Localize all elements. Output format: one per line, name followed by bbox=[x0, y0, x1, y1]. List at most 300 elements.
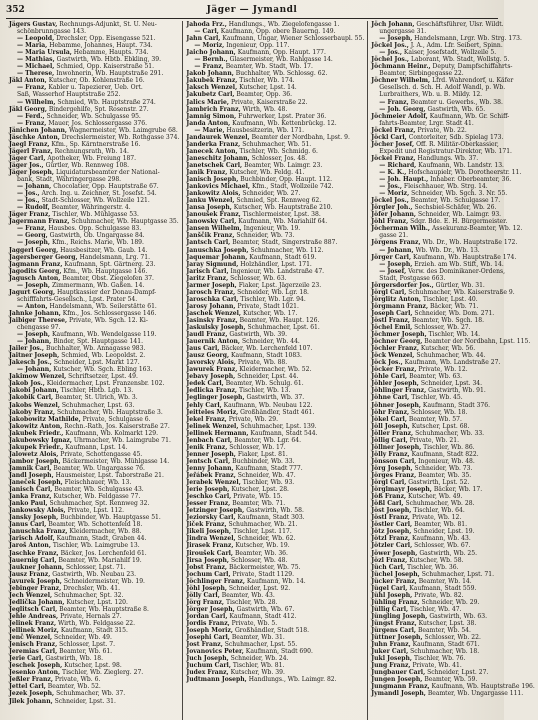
entry-name: Jenisch Franz, bbox=[9, 641, 58, 649]
entry-details: Kutscher, Lpst. 28. bbox=[229, 486, 289, 494]
entry-details: Tischler, Wb. 64. bbox=[411, 507, 465, 515]
entry-details: Wagnermeister, Wb. Laimgrube 68. bbox=[67, 126, 178, 134]
entry-name: Jagusch Anton, bbox=[9, 274, 61, 282]
entry-name: — Johann, bbox=[379, 246, 414, 254]
entry-details: Kutscher, Lpst. 120. bbox=[64, 598, 128, 606]
entry-name: Janeček Joseph, bbox=[9, 479, 63, 487]
directory-entry bbox=[371, 268, 535, 275]
directory-entry bbox=[186, 247, 364, 254]
entry-details: Fiaker, Lpst. 81. bbox=[235, 450, 288, 458]
entry-name: Juchum Carl, bbox=[186, 662, 231, 670]
entry-name: Jücker Franz, bbox=[371, 577, 417, 585]
entry-details: Buchbinder, Wb. 33. bbox=[230, 457, 295, 465]
entry-details: Drechsler, Wb. 41. bbox=[61, 584, 120, 592]
entry-name: — Maria, bbox=[17, 42, 48, 50]
entry-name: Janko Paul, bbox=[9, 500, 48, 508]
entry-details: Gastwirth, Wb. 39. bbox=[227, 331, 288, 339]
entry-name: Josephi Carl, bbox=[186, 634, 230, 642]
entry-details: Schuhmacher, Wb. Hauptgasse 35. bbox=[69, 218, 179, 226]
entry-details: Schuhmacher, Wb. 37. bbox=[54, 690, 126, 698]
entry-details: Fleischhauer, Wb. Strg. 14. bbox=[401, 183, 488, 191]
directory-entry bbox=[9, 493, 179, 500]
directory-entry bbox=[186, 613, 364, 620]
entry-details: Kleidermacher, Wb. 52. bbox=[237, 366, 312, 374]
entry-name: Jansa Joseph, bbox=[186, 204, 232, 212]
entry-details: Beamter, Wb. 14. bbox=[416, 577, 472, 585]
entry-name: Jebinger Franz, bbox=[9, 584, 62, 592]
directory-entry bbox=[186, 662, 364, 669]
directory-entry bbox=[371, 113, 535, 120]
directory-entry bbox=[186, 620, 364, 627]
entry-details: Kfm., Stadt, Wollzeile 742. bbox=[250, 183, 334, 191]
entry-name: Jenner Joseph, bbox=[186, 450, 236, 458]
entry-name: — Jos., bbox=[379, 49, 402, 57]
entry-name: Jovanovics Peter, bbox=[186, 648, 244, 656]
entry-details: Gastwirth, Wb. Neubau 23. bbox=[50, 570, 137, 578]
entry-name: Jaicho Johann, bbox=[186, 49, 236, 57]
directory-entry bbox=[9, 444, 179, 451]
directory-entry bbox=[9, 190, 179, 197]
entry-name: Jerabek Wenzel, bbox=[186, 479, 241, 487]
directory-entry bbox=[9, 42, 179, 49]
entry-details: Beamter, Wb. 31. bbox=[229, 634, 285, 642]
entry-details: Kaufmann, Stadt 559. bbox=[407, 584, 477, 592]
directory-entry bbox=[371, 63, 535, 70]
entry-details: Gastwirth, Wb. 37. bbox=[244, 394, 305, 402]
directory-entry bbox=[186, 42, 364, 49]
entry-details: Kutscher, Wb. 49. bbox=[406, 493, 463, 501]
directory-entry bbox=[186, 345, 364, 352]
entry-details: Beamter, Wb. 43. bbox=[219, 591, 275, 599]
entry-name: Jerie Carl, bbox=[9, 655, 44, 663]
entry-name: Joseph Carl, bbox=[371, 309, 413, 317]
entry-details: Kutscher, Ob. Kohlenstraße 16. bbox=[46, 77, 145, 85]
directory-entry bbox=[9, 169, 179, 176]
directory-entry bbox=[9, 542, 179, 549]
entry-details: Schneider, Wb. 24. bbox=[228, 655, 289, 663]
entry-details: Tischler, Lpst. 40. bbox=[420, 295, 478, 303]
directory-entry bbox=[371, 648, 535, 655]
entry-name: — Franz, bbox=[17, 119, 47, 127]
entry-name: Jochum Carl, bbox=[186, 570, 231, 578]
entry-name: Jentsch Carl, bbox=[186, 457, 231, 465]
entry-details: Fuhrwerker, Lpst. Prater 36. bbox=[236, 112, 327, 120]
entry-details: Schlosser, Lpst. 7. bbox=[57, 641, 116, 649]
entry-details: Gastwirth, Wb. 91. bbox=[426, 387, 486, 395]
directory-column-3 bbox=[367, 21, 538, 720]
entry-name: Jamnig Simon, bbox=[186, 112, 237, 120]
entry-name: Jöllner Joseph, bbox=[371, 443, 422, 451]
entry-details: Stadt-Schlosser, Wb. Wollzeile 121. bbox=[39, 197, 150, 205]
directory-entry bbox=[186, 197, 364, 204]
directory-entry bbox=[186, 141, 364, 148]
entry-details: Lurbraithers, Wb. u. B. Mildy. 12. bbox=[379, 91, 483, 99]
entry-name: Jeitteles Moriz, bbox=[186, 408, 239, 416]
entry-name: Jobst Franz, bbox=[186, 563, 228, 571]
entry-details: Tischler, Wb. 81. bbox=[230, 662, 285, 670]
directory-entry bbox=[371, 599, 535, 606]
entry-details: Lfrd. Wahrendorf, u. Käfer bbox=[430, 77, 514, 85]
entry-name: Jößl Carl, bbox=[371, 500, 404, 508]
entry-name: Jöchmer Joseph, bbox=[371, 331, 427, 339]
entry-name: — Ferd., bbox=[17, 112, 45, 120]
entry-name: — Richard, bbox=[379, 161, 417, 169]
directory-entry bbox=[186, 458, 364, 465]
entry-name: — Jos., bbox=[17, 190, 40, 198]
entry-name: Jägerl Franz, bbox=[9, 147, 53, 155]
entry-details: Schuhmacher, Lpst. 139. bbox=[238, 422, 317, 430]
directory-entry bbox=[186, 437, 364, 444]
directory-entry bbox=[186, 275, 364, 282]
entry-details: Wb. Wb. Dr., Wb. 13. bbox=[413, 246, 480, 254]
entry-details: Private, Wb. 29. bbox=[226, 415, 279, 423]
entry-name: Jenny Johann, bbox=[186, 464, 234, 472]
entry-name: Jesenko Anton, bbox=[9, 669, 61, 677]
entry-name: Jagermann Franz, bbox=[9, 218, 70, 226]
entry-details: Deputy, Dampfschiffahrts- bbox=[430, 63, 513, 71]
entry-details: Holzhändler, Lpst. 171. bbox=[238, 260, 312, 268]
entry-details: Kaufmann, Stadt 303. bbox=[235, 514, 305, 522]
directory-entry bbox=[371, 430, 535, 437]
entry-name: Jost Franz, bbox=[186, 641, 223, 649]
entry-details: Tischler, Wb. 45. bbox=[409, 394, 463, 402]
directory-entry bbox=[9, 521, 179, 528]
directory-entry bbox=[371, 310, 535, 317]
entry-name: Jeremias Carl, bbox=[9, 648, 58, 656]
entry-details: Private, Wb. 12. bbox=[416, 366, 468, 374]
directory-entry bbox=[9, 56, 179, 63]
entry-name: Jöller Franz, bbox=[371, 429, 414, 437]
entry-details: Tischler, Lpst. 117. bbox=[231, 528, 292, 536]
entry-name: Jörgersdorfer Jos., bbox=[371, 281, 434, 289]
entry-name: Jöchner Wilhelm, bbox=[371, 77, 431, 85]
entry-name: Jöch Johann, bbox=[371, 21, 415, 28]
entry-details: Hausbesitzerin, Wb. 171. bbox=[224, 126, 305, 134]
entry-details: Beamter, Opp. 36. bbox=[234, 91, 293, 99]
directory-entry bbox=[9, 500, 179, 507]
entry-details: Wb. Dr., Wb. Hauptstraße 172. bbox=[420, 239, 518, 247]
entry-details: Kaufmann, Opp. obere Bauerng. 149. bbox=[218, 28, 336, 36]
entry-details: Kaufmann, Stadt 690. bbox=[243, 648, 313, 656]
entry-name: Jeglitsch Carl, bbox=[9, 605, 58, 613]
directory-entry bbox=[9, 134, 179, 141]
directory-entry bbox=[9, 683, 179, 690]
directory-entry bbox=[186, 120, 364, 127]
entry-details: Kfm., Wb. Hauptgasse 146. bbox=[61, 267, 148, 275]
entry-details: Beamter, St. Ulrich, Wb. 3. bbox=[53, 394, 138, 402]
entry-details: Kaufmann, Stadt 822. bbox=[409, 450, 479, 458]
entry-details: Tischler, Wb. 14. bbox=[426, 331, 481, 339]
entry-name: Jansen Wilhelm, bbox=[186, 225, 242, 233]
entry-name: Jakupek Friedr., bbox=[9, 443, 64, 451]
entry-name: Janoušek Franz, bbox=[186, 211, 241, 219]
entry-name: Jöstl Franz, bbox=[371, 514, 411, 522]
directory-entry bbox=[9, 148, 179, 155]
entry-name: Jakubetz Carl, bbox=[186, 91, 235, 99]
entry-name: — Michael, bbox=[17, 63, 55, 71]
entry-details: Ingenieur, Wb. 48. bbox=[416, 457, 475, 465]
directory-entry bbox=[371, 535, 535, 542]
directory-entry bbox=[9, 416, 179, 423]
entry-name: Jöhr Franz, bbox=[371, 408, 410, 416]
entry-details: Beamter, Wb. 71. bbox=[230, 500, 286, 508]
entry-name: Jörgler Joh., bbox=[371, 204, 413, 212]
entry-name: Jellinek Moriz, bbox=[9, 627, 59, 635]
directory-entry bbox=[371, 366, 535, 373]
entry-details: Buchbinder, Opp. Haupt. 112. bbox=[238, 176, 333, 184]
directory-entry bbox=[9, 606, 179, 613]
directory-entry bbox=[9, 282, 179, 289]
directory-entry bbox=[9, 28, 179, 35]
directory-entry bbox=[9, 465, 179, 472]
entry-details: Kaufmann, Stadt 412. bbox=[227, 612, 297, 620]
entry-details: Beamter, Wb. Hauptstraße 8. bbox=[57, 605, 149, 613]
entry-name: Jöhlinger Franz, bbox=[371, 387, 427, 395]
directory-entry bbox=[371, 289, 535, 296]
directory-entry bbox=[371, 28, 535, 35]
directory-entry bbox=[9, 578, 179, 585]
directory-entry bbox=[9, 571, 179, 578]
entry-details: Uhrmacher, Wb. Laimgrube 71. bbox=[71, 436, 171, 444]
directory-entry bbox=[186, 592, 364, 599]
entry-details: Sechsbiel-Schäfer, Wb. 26. bbox=[412, 204, 497, 212]
entry-details: Beamter, Sirbingegasse 22. bbox=[379, 70, 464, 78]
directory-entry bbox=[186, 669, 364, 676]
directory-entry bbox=[186, 359, 364, 366]
entry-name: Jöcher Josef, bbox=[371, 140, 415, 148]
entry-name: Jänichen Johann, bbox=[9, 126, 68, 134]
entry-details: Schuhmacher, Spt. Rennweg 32. bbox=[47, 500, 150, 508]
entry-name: Jüttner Joseph, bbox=[371, 634, 423, 642]
entry-name: Janetschek Carl, bbox=[186, 161, 243, 169]
entry-details: Beamter u. Gewerbs., Wb. 38. bbox=[408, 98, 503, 106]
entry-details: Kutscher, Wb. 17. bbox=[241, 309, 298, 317]
directory-entry bbox=[186, 472, 364, 479]
directory-entry bbox=[9, 324, 179, 331]
entry-name: Jöwer Joseph, bbox=[371, 549, 418, 557]
entry-name: Jauernik Anton, bbox=[186, 338, 241, 346]
directory-entry bbox=[9, 21, 179, 28]
entry-name: Jühling Franz, bbox=[371, 598, 420, 606]
directory-entry bbox=[186, 282, 364, 289]
entry-details: fahrts-Beamter, Lrgr. Stadt 41. bbox=[379, 119, 474, 127]
directory-entry bbox=[9, 648, 179, 655]
directory-entry bbox=[9, 289, 179, 296]
entry-details: chengasse 97. bbox=[17, 324, 61, 332]
entry-details: J. A., Adm. Lfr. Seibert, Spinn. bbox=[408, 42, 503, 50]
entry-name: Jungen Joseph, bbox=[371, 676, 423, 684]
entry-name: Jakobs Wenzel, bbox=[9, 401, 60, 409]
entry-details: Stadt, Postgasse 663. bbox=[379, 274, 446, 282]
entry-details: Kaufmann, Lpst. 14. bbox=[63, 443, 128, 451]
directory-entry bbox=[371, 634, 535, 641]
entry-name: Jaschek Wenzel, bbox=[186, 309, 242, 317]
directory-entry bbox=[9, 345, 179, 352]
entry-name: — Joseph, bbox=[379, 260, 413, 268]
entry-details: gasse 21. bbox=[379, 232, 409, 240]
entry-details: Rechn.-Rath, Jos. Kaiserstraße 27. bbox=[62, 422, 170, 430]
entry-details: Ingenieur, Opp. 117. bbox=[224, 42, 290, 50]
directory-entry bbox=[186, 416, 364, 423]
directory-entry bbox=[9, 599, 179, 606]
directory-entry bbox=[9, 162, 179, 169]
entry-details: Schuhmacher, Wb. 51. bbox=[240, 140, 312, 148]
directory-entry bbox=[9, 183, 179, 190]
entry-name: — Joseph, bbox=[17, 331, 51, 339]
directory-entry bbox=[9, 106, 179, 113]
entry-details: Glasermeister, Wb. Rahlgasse 14. bbox=[227, 56, 333, 64]
entry-details: Beamter, Wb. 59. bbox=[422, 676, 478, 684]
directory-entry bbox=[9, 585, 179, 592]
entry-name: — Josef, bbox=[379, 267, 407, 275]
entry-details: Handlungs., Wb. Ziegelofengasse 1. bbox=[226, 21, 340, 28]
directory-entry bbox=[186, 289, 364, 296]
entry-details: Kaufmann, Stadt, Graben 44. bbox=[54, 535, 147, 543]
entry-name: — Joh. Haupt., bbox=[379, 176, 429, 184]
entry-details: Kutscher, Wb. Feldg. 41. bbox=[227, 168, 305, 176]
directory-entry bbox=[186, 500, 364, 507]
entry-name: Juch Joseph, bbox=[186, 655, 229, 663]
entry-name: Jehly Carl, bbox=[186, 401, 222, 409]
entry-name: — Georg, bbox=[17, 232, 48, 240]
entry-name: Jöhler Joseph, bbox=[371, 380, 419, 388]
entry-details: Schuhmacher, Lpst. 55. bbox=[222, 641, 298, 649]
entry-name: Jeglinger Joseph, bbox=[186, 394, 245, 402]
directory-entry bbox=[186, 564, 364, 571]
entry-details: Schlosser, Wb. 67. bbox=[412, 542, 471, 550]
entry-name: Jilek Johann, bbox=[9, 697, 53, 705]
entry-name: — Franz, bbox=[194, 63, 224, 71]
entry-details: Schneider, Lpst. 44. bbox=[235, 373, 299, 381]
entry-name: Javurek Joseph, bbox=[9, 577, 62, 585]
entry-details: Gastwirth, Wb. 67. bbox=[234, 605, 295, 613]
directory-entry bbox=[371, 507, 535, 514]
entry-name: Jüch Carl, bbox=[371, 563, 406, 571]
entry-details: Chocolatier, Opp. Hauptstraße 67. bbox=[51, 183, 159, 191]
entry-name: Jungbauer Carl, bbox=[371, 669, 426, 677]
entry-details: Buchbinder, Wb. Hauptgasse 51. bbox=[58, 514, 161, 522]
entry-name: Jiček Franz, bbox=[186, 521, 227, 529]
entry-name: Jeřábek Franz, bbox=[186, 472, 236, 479]
entry-details: Gastwirth, Wb. Hbtb. Ebkling, 39. bbox=[54, 56, 162, 64]
entry-name: Jörgens Franz, bbox=[371, 239, 421, 247]
entry-details: Schneider, Wb. Sgch. 3. Nr. 55. bbox=[409, 190, 508, 198]
entry-name: Jausz Franz, bbox=[9, 570, 51, 578]
directory-entry bbox=[371, 190, 535, 197]
entry-details: Schuhmacher, Wb. Hauptstraße 3. bbox=[55, 408, 163, 416]
entry-name: Jörges Franz, bbox=[371, 472, 417, 479]
entry-name: Jech Wenzel, bbox=[9, 591, 53, 599]
directory-entry bbox=[371, 521, 535, 528]
entry-name: Jamnik Carl, bbox=[9, 464, 52, 472]
entry-details: Bäcker, Wb. 71. bbox=[428, 302, 479, 310]
directory-entry bbox=[186, 641, 364, 648]
entry-name: Jenč Wenzel, bbox=[9, 634, 53, 642]
entry-details: Kutscher, Wb. 58. bbox=[407, 556, 464, 564]
entry-name: Juhn Franz, bbox=[371, 641, 411, 649]
entry-name: Januschka Franz, bbox=[9, 528, 68, 536]
page-header bbox=[6, 4, 498, 17]
entry-details: Fiaker, Lpst. Jägerzeile 23. bbox=[236, 281, 322, 289]
entry-name: Jötzl Franz, bbox=[371, 535, 411, 543]
entry-name: Janda Anton, bbox=[186, 119, 231, 127]
entry-name: Jantsch Carl, bbox=[186, 239, 231, 247]
directory-entry bbox=[371, 49, 535, 56]
entry-name: Jäger Joseph, bbox=[9, 168, 55, 176]
directory-entry bbox=[371, 106, 535, 113]
directory-entry bbox=[186, 190, 364, 197]
directory-entry bbox=[9, 451, 179, 458]
directory-entry bbox=[9, 634, 179, 641]
entry-details: Kaufmann, Stadt 315. bbox=[58, 627, 128, 635]
directory-entry bbox=[186, 444, 364, 451]
entry-name: Jöckl Carl, bbox=[371, 133, 407, 141]
entry-details: Kutscher, Wb. 39. bbox=[228, 669, 285, 677]
directory-entry bbox=[186, 486, 364, 493]
entry-name: Jöchner Georg, bbox=[371, 338, 423, 346]
directory-entry bbox=[186, 239, 364, 246]
directory-entry bbox=[9, 141, 179, 148]
directory-column-2 bbox=[182, 21, 367, 720]
directory-entry bbox=[371, 218, 535, 225]
entry-details: Schneider, Wb. Schulgasse 95. bbox=[44, 112, 141, 120]
directory-entry bbox=[186, 352, 364, 359]
entry-details: Gürtler, Wb. 31. bbox=[433, 281, 485, 289]
directory-entry bbox=[371, 331, 535, 338]
entry-details: Kaufmann, Wb. 14. bbox=[244, 577, 306, 585]
entry-name: Judex Franz, bbox=[186, 669, 229, 677]
entry-name: Jaroschka Carl, bbox=[186, 295, 239, 303]
entry-name: Jenik Franz, bbox=[186, 443, 228, 451]
entry-name: — Wilhelm, bbox=[17, 98, 56, 106]
entry-name: Jöchler Franz, bbox=[371, 345, 419, 353]
directory-entry bbox=[186, 465, 364, 472]
entry-name: Jerie Joseph, bbox=[186, 486, 230, 494]
entry-details: Schriftsetzer, Lpst. 49. bbox=[66, 373, 138, 381]
entry-details: Apotheker, Wb. Freiung 187. bbox=[45, 154, 137, 162]
directory-entry bbox=[9, 204, 179, 211]
entry-name: Jöchmann Heinr., bbox=[371, 63, 431, 71]
directory-entry bbox=[186, 451, 364, 458]
directory-entry bbox=[9, 662, 179, 669]
entry-details: Private, Wb. 82. bbox=[412, 591, 464, 599]
directory-entry bbox=[186, 366, 364, 373]
entry-details: Schmied, Spt. Rennweg 62. bbox=[234, 197, 322, 205]
directory-entry bbox=[186, 585, 364, 592]
entry-name: Jötzler Carl, bbox=[371, 542, 413, 550]
entry-details: Schneider, Wb. 47. bbox=[235, 472, 296, 479]
entry-name: Jahnke Johann, bbox=[9, 309, 61, 317]
entry-details: Kutscher, Lpst. 68. bbox=[409, 422, 470, 430]
directory-entry bbox=[371, 204, 535, 211]
directory-entry bbox=[371, 99, 535, 106]
entry-name: Jarosy Johann, bbox=[186, 302, 236, 310]
entry-name: Janisch Joseph, bbox=[186, 176, 239, 184]
entry-details: Großhändler, Stadt 518. bbox=[233, 627, 310, 635]
entry-name: Jüngst Franz, bbox=[371, 619, 417, 627]
directory-entry bbox=[186, 599, 364, 606]
entry-name: Jöchlinger Franz, bbox=[186, 577, 245, 585]
directory-entry bbox=[371, 690, 535, 697]
directory-entry bbox=[186, 204, 364, 211]
entry-details: Gürtler, Wb. Rennweg 108. bbox=[43, 161, 130, 169]
directory-entry bbox=[9, 232, 179, 239]
entry-details: Schneider, Lpst. 31. bbox=[52, 697, 116, 705]
entry-name: Jüchel Joseph, bbox=[371, 570, 420, 578]
directory-entry bbox=[186, 63, 364, 70]
entry-details: Tischler, Wb. 36. bbox=[405, 563, 459, 571]
entry-details: Private, Lpst. 112. bbox=[65, 507, 125, 515]
